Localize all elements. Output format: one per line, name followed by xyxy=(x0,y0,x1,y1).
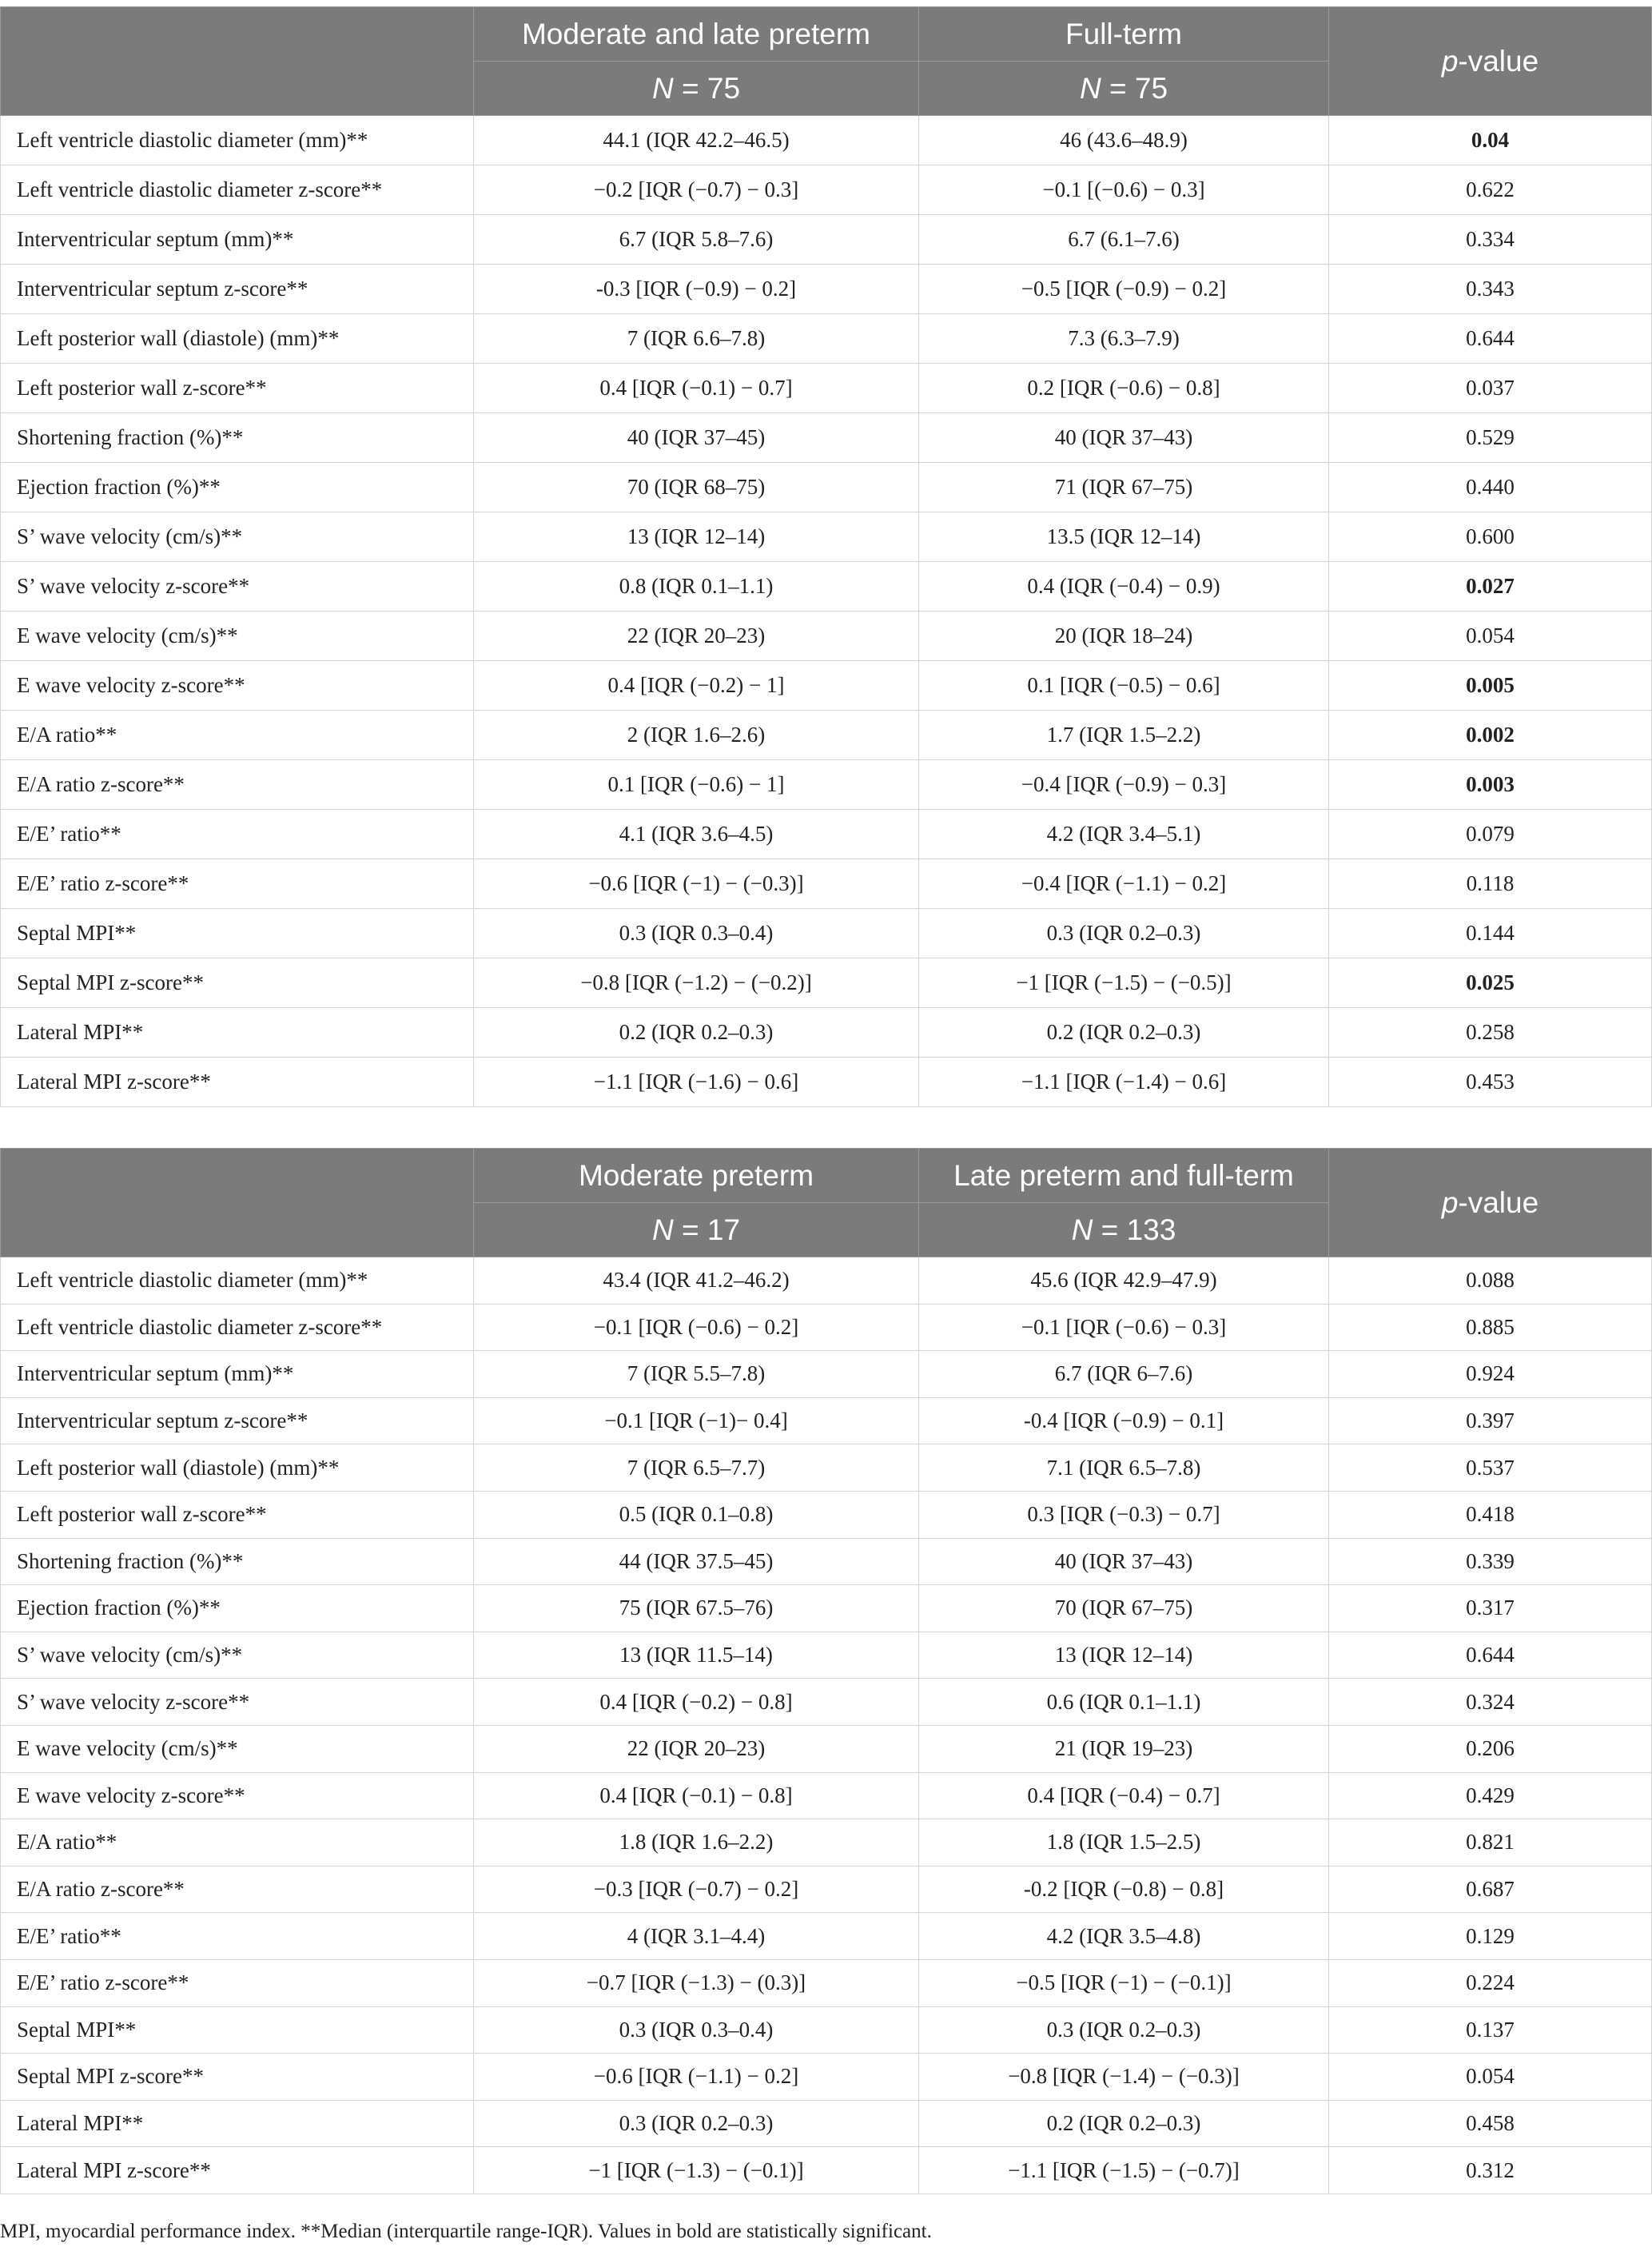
group1-value: −1.1 [IQR (−1.6) − 0.6] xyxy=(474,1058,919,1107)
table-row xyxy=(1,2147,1652,2194)
group2-value: 13.5 (IQR 12–14) xyxy=(919,512,1329,562)
table-row xyxy=(1,2054,1652,2101)
group2-value: 46 (43.6–48.9) xyxy=(919,116,1329,165)
table-row xyxy=(1,265,1652,314)
group2-value: 13 (IQR 12–14) xyxy=(919,1632,1329,1679)
table-row xyxy=(1,562,1652,612)
group1-value: 75 (IQR 67.5–76) xyxy=(474,1585,919,1632)
group1-value: 0.8 (IQR 0.1–1.1) xyxy=(474,562,919,612)
p-value: 0.002 xyxy=(1329,711,1652,760)
comparison-table-1 xyxy=(0,6,1652,1107)
p-value: 0.429 xyxy=(1329,1772,1652,1819)
p-value: 0.129 xyxy=(1329,1913,1652,1960)
p-value: 0.885 xyxy=(1329,1304,1652,1351)
group2-value: −1.1 [IQR (−1.4) − 0.6] xyxy=(919,1058,1329,1107)
table-row xyxy=(1,612,1652,661)
comparison-table-2 xyxy=(0,1148,1652,2194)
pvalue-header-rest: -value xyxy=(1458,44,1539,78)
row-label: Left posterior wall (diastole) (mm)** xyxy=(1,1444,474,1492)
row-label: E/A ratio z-score** xyxy=(1,760,474,810)
p-value: 0.118 xyxy=(1329,859,1652,909)
group1-value: 22 (IQR 20–23) xyxy=(474,1725,919,1772)
row-label: Lateral MPI** xyxy=(1,2100,474,2147)
row-label: E/E’ ratio z-score** xyxy=(1,859,474,909)
table-row xyxy=(1,314,1652,364)
group2-n xyxy=(919,1203,1329,1257)
row-label: Septal MPI z-score** xyxy=(1,958,474,1008)
group1-n-label: N xyxy=(651,1213,674,1246)
row-label: Left ventricle diastolic diameter z-score** xyxy=(1,1304,474,1351)
table-row xyxy=(1,364,1652,413)
group1-value: 0.4 [IQR (−0.1) − 0.8] xyxy=(474,1772,919,1819)
table-row xyxy=(1,760,1652,810)
table-row xyxy=(1,1632,1652,1679)
p-value: 0.144 xyxy=(1329,909,1652,958)
group2-value: 0.2 [IQR (−0.6) − 0.8] xyxy=(919,364,1329,413)
table-row xyxy=(1,810,1652,859)
header-empty-cell xyxy=(1,1149,474,1257)
group1-value: 0.3 (IQR 0.3–0.4) xyxy=(474,2006,919,2054)
group1-value: −0.8 [IQR (−1.2) − (−0.2)] xyxy=(474,958,919,1008)
group2-n-value: = 133 xyxy=(1093,1213,1176,1246)
p-value: 0.458 xyxy=(1329,2100,1652,2147)
row-label: Lateral MPI** xyxy=(1,1008,474,1058)
group2-value: −0.4 [IQR (−1.1) − 0.2] xyxy=(919,859,1329,909)
group2-n-label: N xyxy=(1071,1213,1093,1246)
group1-value: 2 (IQR 1.6–2.6) xyxy=(474,711,919,760)
group1-value: 0.1 [IQR (−0.6) − 1] xyxy=(474,760,919,810)
row-label: E wave velocity z-score** xyxy=(1,1772,474,1819)
group2-value: 0.3 (IQR 0.2–0.3) xyxy=(919,909,1329,958)
table-row xyxy=(1,215,1652,265)
row-label: Shortening fraction (%)** xyxy=(1,1538,474,1585)
table-row xyxy=(1,1913,1652,1960)
group2-value: 0.4 [IQR (−0.4) − 0.7] xyxy=(919,1772,1329,1819)
row-label: Septal MPI** xyxy=(1,909,474,958)
group2-value: 1.7 (IQR 1.5–2.2) xyxy=(919,711,1329,760)
table-row xyxy=(1,1257,1652,1305)
group1-value: −0.3 [IQR (−0.7) − 0.2] xyxy=(474,1866,919,1913)
p-value: 0.054 xyxy=(1329,2054,1652,2101)
table-row xyxy=(1,1585,1652,1632)
row-label: S’ wave velocity z-score** xyxy=(1,1679,474,1726)
group2-header: Late preterm and full-term xyxy=(919,1149,1329,1203)
table-row xyxy=(1,1491,1652,1538)
group2-value: −0.1 [IQR (−0.6) − 0.3] xyxy=(919,1304,1329,1351)
group2-value: −0.5 [IQR (−1) − (−0.1)] xyxy=(919,1959,1329,2006)
table-row xyxy=(1,1304,1652,1351)
group1-value: 13 (IQR 11.5–14) xyxy=(474,1632,919,1679)
group1-value: 44.1 (IQR 42.2–46.5) xyxy=(474,116,919,165)
group2-value: 6.7 (6.1–7.6) xyxy=(919,215,1329,265)
group1-value: 13 (IQR 12–14) xyxy=(474,512,919,562)
pvalue-header-p: p xyxy=(1441,44,1459,78)
group2-value: 4.2 (IQR 3.5–4.8) xyxy=(919,1913,1329,1960)
group1-header: Moderate preterm xyxy=(474,1149,919,1203)
group2-value: 0.2 (IQR 0.2–0.3) xyxy=(919,1008,1329,1058)
group2-value: −0.1 [(−0.6) − 0.3] xyxy=(919,165,1329,215)
row-label: E wave velocity z-score** xyxy=(1,661,474,711)
group2-value: -0.4 [IQR (−0.9) − 0.1] xyxy=(919,1397,1329,1444)
table-row xyxy=(1,413,1652,463)
row-label: E/E’ ratio z-score** xyxy=(1,1959,474,2006)
table-row xyxy=(1,512,1652,562)
group1-n-value: = 75 xyxy=(673,71,741,105)
header-empty-cell xyxy=(1,7,474,116)
table-row xyxy=(1,1008,1652,1058)
group2-value: 0.3 [IQR (−0.3) − 0.7] xyxy=(919,1491,1329,1538)
group1-value: 6.7 (IQR 5.8–7.6) xyxy=(474,215,919,265)
group1-n xyxy=(474,62,919,116)
table-row xyxy=(1,1058,1652,1107)
row-label: Ejection fraction (%)** xyxy=(1,1585,474,1632)
p-value: 0.324 xyxy=(1329,1679,1652,1726)
row-label: Left ventricle diastolic diameter (mm)** xyxy=(1,116,474,165)
group2-value: 0.2 (IQR 0.2–0.3) xyxy=(919,2100,1329,2147)
p-value: 0.397 xyxy=(1329,1397,1652,1444)
group2-value: 1.8 (IQR 1.5–2.5) xyxy=(919,1819,1329,1867)
p-value: 0.644 xyxy=(1329,1632,1652,1679)
p-value: 0.537 xyxy=(1329,1444,1652,1492)
p-value: 0.005 xyxy=(1329,661,1652,711)
table-row xyxy=(1,116,1652,165)
group1-n-value: = 17 xyxy=(673,1213,741,1246)
group1-value: −0.6 [IQR (−1.1) − 0.2] xyxy=(474,2054,919,2101)
group1-value: −1 [IQR (−1.3) − (−0.1)] xyxy=(474,2147,919,2194)
p-value: 0.054 xyxy=(1329,612,1652,661)
group1-value: 0.4 [IQR (−0.2) − 1] xyxy=(474,661,919,711)
group1-value: -0.3 [IQR (−0.9) − 0.2] xyxy=(474,265,919,314)
group1-value: 44 (IQR 37.5–45) xyxy=(474,1538,919,1585)
group2-value: −0.4 [IQR (−0.9) − 0.3] xyxy=(919,760,1329,810)
row-label: E wave velocity (cm/s)** xyxy=(1,1725,474,1772)
group1-value: 0.3 (IQR 0.3–0.4) xyxy=(474,909,919,958)
p-value: 0.224 xyxy=(1329,1959,1652,2006)
row-label: Left ventricle diastolic diameter (mm)** xyxy=(1,1257,474,1305)
table-row xyxy=(1,1819,1652,1867)
row-label: Septal MPI z-score** xyxy=(1,2054,474,2101)
p-value: 0.003 xyxy=(1329,760,1652,810)
group2-value: -0.2 [IQR (−0.8) − 0.8] xyxy=(919,1866,1329,1913)
p-value: 0.027 xyxy=(1329,562,1652,612)
row-label: S’ wave velocity (cm/s)** xyxy=(1,1632,474,1679)
group1-value: 4 (IQR 3.1–4.4) xyxy=(474,1913,919,1960)
group2-n-label: N xyxy=(1079,71,1101,105)
group1-value: −0.6 [IQR (−1) − (−0.3)] xyxy=(474,859,919,909)
table-row xyxy=(1,1444,1652,1492)
group1-value: 1.8 (IQR 1.6–2.2) xyxy=(474,1819,919,1867)
group1-value: −0.2 [IQR (−0.7) − 0.3] xyxy=(474,165,919,215)
row-label: Septal MPI** xyxy=(1,2006,474,2054)
group1-header: Moderate and late preterm xyxy=(474,7,919,62)
group1-value: 0.3 (IQR 0.2–0.3) xyxy=(474,2100,919,2147)
group2-value: 7.1 (IQR 6.5–7.8) xyxy=(919,1444,1329,1492)
table-row xyxy=(1,1679,1652,1726)
group2-value: 45.6 (IQR 42.9–47.9) xyxy=(919,1257,1329,1305)
group1-value: 43.4 (IQR 41.2–46.2) xyxy=(474,1257,919,1305)
group2-value: 0.6 (IQR 0.1–1.1) xyxy=(919,1679,1329,1726)
group1-value: 4.1 (IQR 3.6–4.5) xyxy=(474,810,919,859)
group2-value: 40 (IQR 37–43) xyxy=(919,1538,1329,1585)
table-row xyxy=(1,1725,1652,1772)
row-label: Ejection fraction (%)** xyxy=(1,463,474,512)
row-label: Lateral MPI z-score** xyxy=(1,1058,474,1107)
table-row xyxy=(1,2100,1652,2147)
row-label: Left posterior wall z-score** xyxy=(1,1491,474,1538)
group1-value: −0.1 [IQR (−0.6) − 0.2] xyxy=(474,1304,919,1351)
group2-value: 0.1 [IQR (−0.5) − 0.6] xyxy=(919,661,1329,711)
p-value: 0.339 xyxy=(1329,1538,1652,1585)
table-row xyxy=(1,1959,1652,2006)
group2-value: 21 (IQR 19–23) xyxy=(919,1725,1329,1772)
p-value: 0.334 xyxy=(1329,215,1652,265)
table-row xyxy=(1,2006,1652,2054)
table-row xyxy=(1,711,1652,760)
row-label: Interventricular septum z-score** xyxy=(1,1397,474,1444)
p-value: 0.687 xyxy=(1329,1866,1652,1913)
table-row xyxy=(1,165,1652,215)
group1-value: 7 (IQR 6.6–7.8) xyxy=(474,314,919,364)
row-label: Interventricular septum z-score** xyxy=(1,265,474,314)
row-label: E wave velocity (cm/s)** xyxy=(1,612,474,661)
table-row xyxy=(1,958,1652,1008)
group2-n-value: = 75 xyxy=(1101,71,1168,105)
group2-value: 7.3 (6.3–7.9) xyxy=(919,314,1329,364)
p-value: 0.079 xyxy=(1329,810,1652,859)
group1-value: 7 (IQR 5.5–7.8) xyxy=(474,1351,919,1398)
table-row xyxy=(1,1538,1652,1585)
p-value: 0.418 xyxy=(1329,1491,1652,1538)
row-label: E/A ratio z-score** xyxy=(1,1866,474,1913)
p-value: 0.258 xyxy=(1329,1008,1652,1058)
pvalue-header xyxy=(1329,1149,1652,1257)
table-row xyxy=(1,1351,1652,1398)
group2-value: 40 (IQR 37–43) xyxy=(919,413,1329,463)
group2-value: 0.4 (IQR (−0.4) − 0.9) xyxy=(919,562,1329,612)
group1-value: 0.4 [IQR (−0.2) − 0.8] xyxy=(474,1679,919,1726)
table-row xyxy=(1,859,1652,909)
group2-header: Full-term xyxy=(919,7,1329,62)
group1-value: 7 (IQR 6.5–7.7) xyxy=(474,1444,919,1492)
group2-value: 71 (IQR 67–75) xyxy=(919,463,1329,512)
group1-value: −0.7 [IQR (−1.3) − (0.3)] xyxy=(474,1959,919,2006)
table-row xyxy=(1,909,1652,958)
row-label: S’ wave velocity (cm/s)** xyxy=(1,512,474,562)
group2-value: 4.2 (IQR 3.4–5.1) xyxy=(919,810,1329,859)
p-value: 0.312 xyxy=(1329,2147,1652,2194)
p-value: 0.924 xyxy=(1329,1351,1652,1398)
row-label: Shortening fraction (%)** xyxy=(1,413,474,463)
group1-value: 22 (IQR 20–23) xyxy=(474,612,919,661)
group2-n xyxy=(919,62,1329,116)
row-label: Left posterior wall z-score** xyxy=(1,364,474,413)
group2-value: 6.7 (IQR 6–7.6) xyxy=(919,1351,1329,1398)
p-value: 0.04 xyxy=(1329,116,1652,165)
pvalue-header xyxy=(1329,7,1652,116)
group2-value: −1.1 [IQR (−1.5) − (−0.7)] xyxy=(919,2147,1329,2194)
group2-value: −0.8 [IQR (−1.4) − (−0.3)] xyxy=(919,2054,1329,2101)
row-label: Lateral MPI z-score** xyxy=(1,2147,474,2194)
p-value: 0.622 xyxy=(1329,165,1652,215)
p-value: 0.440 xyxy=(1329,463,1652,512)
table-row xyxy=(1,1772,1652,1819)
table-row xyxy=(1,1397,1652,1444)
group1-n-label: N xyxy=(651,71,674,105)
p-value: 0.821 xyxy=(1329,1819,1652,1867)
row-label: Interventricular septum (mm)** xyxy=(1,215,474,265)
p-value: 0.343 xyxy=(1329,265,1652,314)
p-value: 0.600 xyxy=(1329,512,1652,562)
group2-value: −0.5 [IQR (−0.9) − 0.2] xyxy=(919,265,1329,314)
row-label: Left posterior wall (diastole) (mm)** xyxy=(1,314,474,364)
group1-value: 0.5 (IQR 0.1–0.8) xyxy=(474,1491,919,1538)
row-label: S’ wave velocity z-score** xyxy=(1,562,474,612)
table1-body xyxy=(1,116,1652,1107)
p-value: 0.529 xyxy=(1329,413,1652,463)
p-value: 0.088 xyxy=(1329,1257,1652,1305)
p-value: 0.037 xyxy=(1329,364,1652,413)
table-row xyxy=(1,1866,1652,1913)
pvalue-header-p: p xyxy=(1441,1185,1459,1219)
table-footnote: MPI, myocardial performance index. **Median (interquartile range-IQR). Values in bold are statistically significant. xyxy=(0,2221,932,2242)
row-label: Interventricular septum (mm)** xyxy=(1,1351,474,1398)
row-label: Left ventricle diastolic diameter z-score** xyxy=(1,165,474,215)
p-value: 0.453 xyxy=(1329,1058,1652,1107)
row-label: E/E’ ratio** xyxy=(1,810,474,859)
row-label: E/A ratio** xyxy=(1,1819,474,1867)
group1-value: 0.4 [IQR (−0.1) − 0.7] xyxy=(474,364,919,413)
p-value: 0.644 xyxy=(1329,314,1652,364)
group2-value: 20 (IQR 18–24) xyxy=(919,612,1329,661)
group1-n xyxy=(474,1203,919,1257)
table-row xyxy=(1,463,1652,512)
pvalue-header-rest: -value xyxy=(1458,1185,1539,1219)
p-value: 0.137 xyxy=(1329,2006,1652,2054)
group1-value: −0.1 [IQR (−1)− 0.4] xyxy=(474,1397,919,1444)
table2-body xyxy=(1,1257,1652,2194)
table-row xyxy=(1,661,1652,711)
p-value: 0.025 xyxy=(1329,958,1652,1008)
group2-value: 0.3 (IQR 0.2–0.3) xyxy=(919,2006,1329,2054)
group2-value: 70 (IQR 67–75) xyxy=(919,1585,1329,1632)
p-value: 0.317 xyxy=(1329,1585,1652,1632)
p-value: 0.206 xyxy=(1329,1725,1652,1772)
group1-value: 40 (IQR 37–45) xyxy=(474,413,919,463)
row-label: E/A ratio** xyxy=(1,711,474,760)
row-label: E/E’ ratio** xyxy=(1,1913,474,1960)
group1-value: 0.2 (IQR 0.2–0.3) xyxy=(474,1008,919,1058)
group1-value: 70 (IQR 68–75) xyxy=(474,463,919,512)
group2-value: −1 [IQR (−1.5) − (−0.5)] xyxy=(919,958,1329,1008)
